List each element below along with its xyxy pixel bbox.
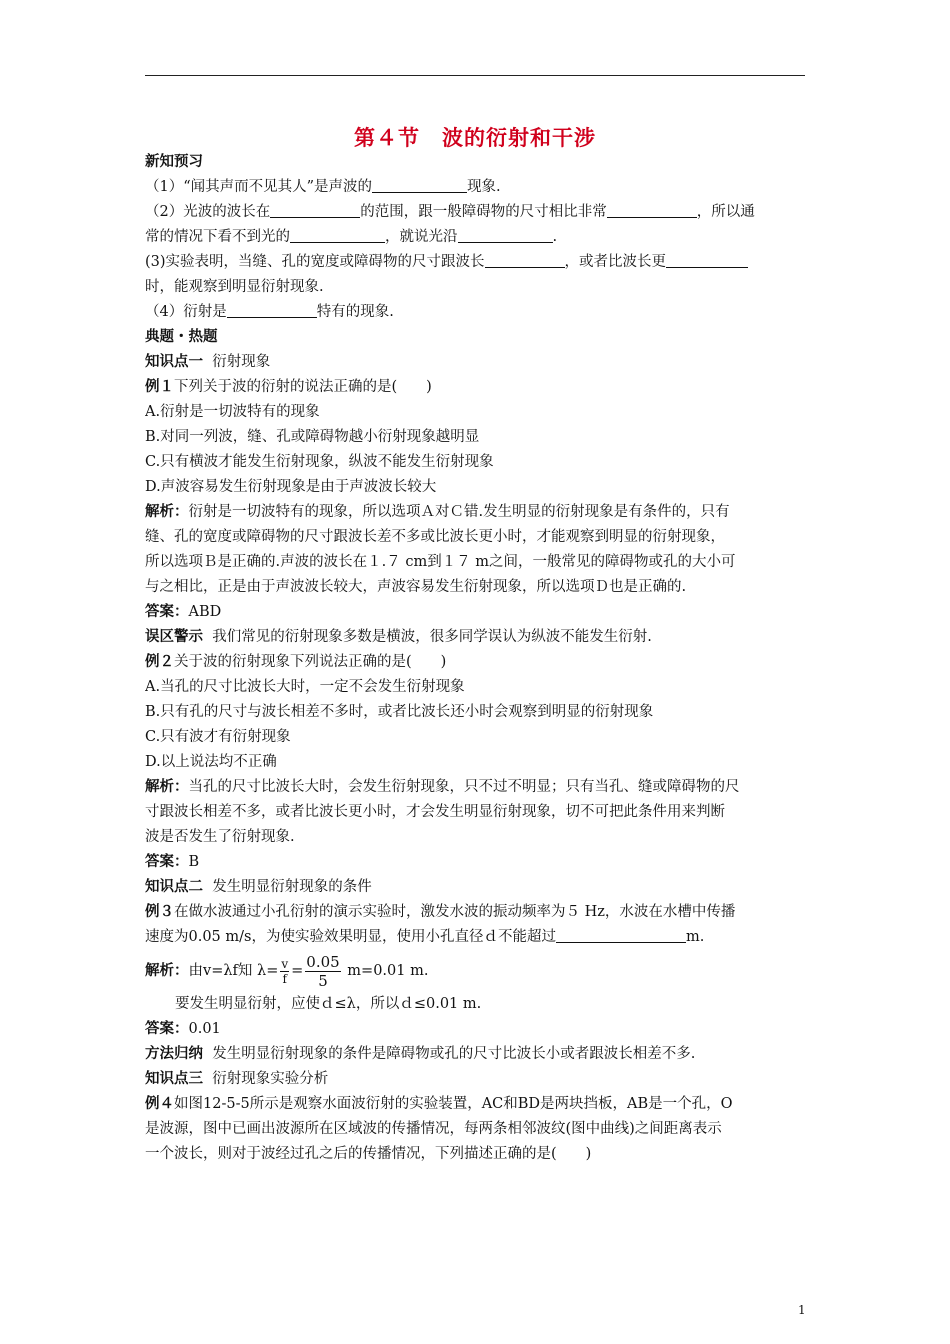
preview-q2-line2 — [145, 225, 807, 250]
text: （1）“闻其声而不见其人”是声波的 — [145, 179, 373, 195]
denominator: 5 — [318, 971, 328, 990]
example-4-question-line: 一个波长，则对于波经过孔之后的传播情况，下列描述正确的是( ) — [145, 1146, 592, 1162]
example-1-analysis-line: 与之相比，正是由于声波波长较大，声波容易发生衍射现象，所以选项Ｄ也是正确的. — [145, 579, 687, 595]
text: 发生明显衍射现象的条件是障碍物或孔的尺寸比波长小或者跟波长相差不多. — [212, 1046, 696, 1062]
fill-blank — [458, 226, 553, 243]
text: 特有的现象. — [316, 304, 394, 320]
label: 方法归纳 — [145, 1046, 203, 1062]
text: 衍射是一切波特有的现象，所以选项Ａ对Ｃ错.发生明显的衍射现象是有条件的，只有 — [188, 504, 730, 520]
numerator: 0.05 — [306, 952, 340, 971]
example-2-option-c: C.只有波才有衍射现象 — [145, 729, 291, 745]
text: 在做水波通过小孔衍射的演示实验时，激发水波的振动频率为５ Hz，水波在水槽中传播 — [174, 904, 736, 920]
fill-blank — [666, 251, 748, 268]
preview-q4 — [145, 300, 807, 325]
fill-blank — [270, 201, 360, 218]
fraction-value — [305, 953, 340, 990]
example-1-answer — [145, 600, 807, 625]
example-1-analysis — [145, 500, 807, 525]
fill-blank — [372, 176, 467, 193]
label: 例１ — [145, 379, 174, 395]
text: . — [552, 229, 558, 245]
text: 如图12-5-5所示是观察水面波衍射的实验装置，AC和BD是两块挡板，AB是一个孔，O — [174, 1096, 733, 1112]
method-summary — [145, 1042, 807, 1067]
text: m. — [685, 929, 705, 945]
formula-text: 由v=λf知 λ= — [188, 963, 279, 979]
preview-q2-line1 — [145, 200, 807, 225]
section-heading-preview: 新知预习 — [145, 154, 203, 170]
text: 常的情况下看不到光的 — [145, 229, 290, 245]
knowledge-point-2 — [145, 875, 807, 900]
example-1-option-d: D.声波容易发生衍射现象是由于声波波长较大 — [145, 479, 437, 495]
label: 答案： — [145, 1021, 189, 1037]
text: 的范围，跟一般障碍物的尺寸相比非常 — [360, 204, 607, 220]
text: ABD — [188, 604, 222, 620]
fill-blank — [227, 301, 317, 318]
example-2-option-d: D.以上说法均不正确 — [145, 754, 277, 770]
section-heading-hot: 典题・热题 — [145, 329, 218, 345]
example-1-option-a: A.衍射是一切波特有的现象 — [145, 404, 320, 420]
header-rule — [145, 75, 805, 76]
text: 衍射现象 — [212, 354, 271, 370]
numerator: v — [281, 956, 289, 971]
example-3-question — [145, 900, 807, 925]
example-1-analysis-line: 缝、孔的宽度或障碍物的尺寸跟波长差不多或比波长更小时，才能观察到明显的衍射现象， — [145, 529, 725, 545]
example-2-analysis — [145, 775, 807, 800]
example-3-analysis-formula — [145, 950, 807, 992]
text: B — [188, 854, 200, 870]
fill-blank — [290, 226, 385, 243]
text: 速度为0.05 m/s，为使实验效果明显，使用小孔直径ｄ不能超过 — [145, 929, 556, 945]
document-body — [145, 150, 807, 1167]
label: 知识点二 — [145, 879, 203, 895]
preview-q1 — [145, 175, 807, 200]
example-2-option-a: A.当孔的尺寸比波长大时，一定不会发生衍射现象 — [145, 679, 465, 695]
knowledge-point-3 — [145, 1067, 807, 1092]
example-2-option-b: B.只有孔的尺寸与波长相差不多时，或者比波长还小时会观察到明显的衍射现象 — [145, 704, 654, 720]
example-3-analysis-line2: 要发生明显衍射，应使ｄ≤λ，所以ｄ≤0.01 m. — [175, 996, 482, 1012]
example-2-analysis-line: 寸跟波长相差不多，或者比波长更小时，才会发生明显衍射现象，切不可把此条件用来判断 — [145, 804, 725, 820]
text: ，所以通 — [696, 204, 755, 220]
label: 解析： — [145, 963, 189, 979]
warning-note — [145, 625, 807, 650]
text: 发生明显衍射现象的条件 — [212, 879, 372, 895]
fraction-v-over-f — [280, 957, 289, 986]
label: 例２ — [145, 654, 174, 670]
example-4-question-line: 是波源，图中已画出波源所在区域波的传播情况，每两条相邻波纹(图中曲线)之间距离表示 — [145, 1121, 722, 1137]
text: 0.01 — [188, 1021, 221, 1037]
text: 现象. — [467, 179, 501, 195]
text: ，就说光沿 — [385, 229, 458, 245]
example-1-analysis-line: 所以选项Ｂ是正确的.声波的波长在１.７ cm到１７ m之间，一般常见的障碍物或孔的大小可 — [145, 554, 736, 570]
text: （2）光波的波长在 — [145, 204, 271, 220]
label: 答案： — [145, 854, 189, 870]
label: 解析： — [145, 504, 189, 520]
example-1-question — [145, 375, 807, 400]
text: 当孔的尺寸比波长大时，会发生衍射现象，只不过不明显；只有当孔、缝或障碍物的尺 — [188, 779, 740, 795]
text: 衍射现象实验分析 — [212, 1071, 329, 1087]
page-title: 第４节 波的衍射和干涉 — [354, 126, 596, 150]
formula-text: = — [291, 963, 304, 979]
label: 误区警示 — [145, 629, 203, 645]
text: (3)实验表明，当缝、孔的宽度或障碍物的尺寸跟波长 — [145, 254, 485, 270]
example-1-option-c: C.只有横波才能发生衍射现象，纵波不能发生衍射现象 — [145, 454, 494, 470]
example-3-answer — [145, 1017, 807, 1042]
example-1-option-b: B.对同一列波，缝、孔或障碍物越小衍射现象越明显 — [145, 429, 480, 445]
knowledge-point-1 — [145, 350, 807, 375]
preview-q3-line1 — [145, 250, 807, 275]
label: 知识点一 — [145, 354, 203, 370]
text: 我们常见的衍射现象多数是横波，很多同学误认为纵波不能发生衍射. — [212, 629, 652, 645]
label: 例４ — [145, 1096, 174, 1112]
text: 关于波的衍射现象下列说法正确的是( ) — [174, 654, 447, 670]
text: 下列关于波的衍射的说法正确的是( ) — [174, 379, 432, 395]
page-number: 1 — [798, 1303, 806, 1317]
formula-text: m=0.01 m. — [342, 963, 429, 979]
label: 例３ — [145, 904, 174, 920]
example-2-question — [145, 650, 807, 675]
text: ，或者比波长更 — [564, 254, 667, 270]
label: 解析： — [145, 779, 189, 795]
fill-blank — [485, 251, 565, 268]
example-3-question-line2 — [145, 925, 807, 950]
example-2-answer — [145, 850, 807, 875]
denominator: f — [282, 971, 287, 986]
fill-blank — [556, 926, 686, 943]
label: 知识点三 — [145, 1071, 203, 1087]
text: （4）衍射是 — [145, 304, 227, 320]
example-4-question — [145, 1092, 807, 1117]
example-2-analysis-line: 波是否发生了衍射现象. — [145, 829, 295, 845]
label: 答案： — [145, 604, 189, 620]
fill-blank — [607, 201, 697, 218]
preview-q3-line2: 时，能观察到明显衍射现象. — [145, 279, 324, 295]
